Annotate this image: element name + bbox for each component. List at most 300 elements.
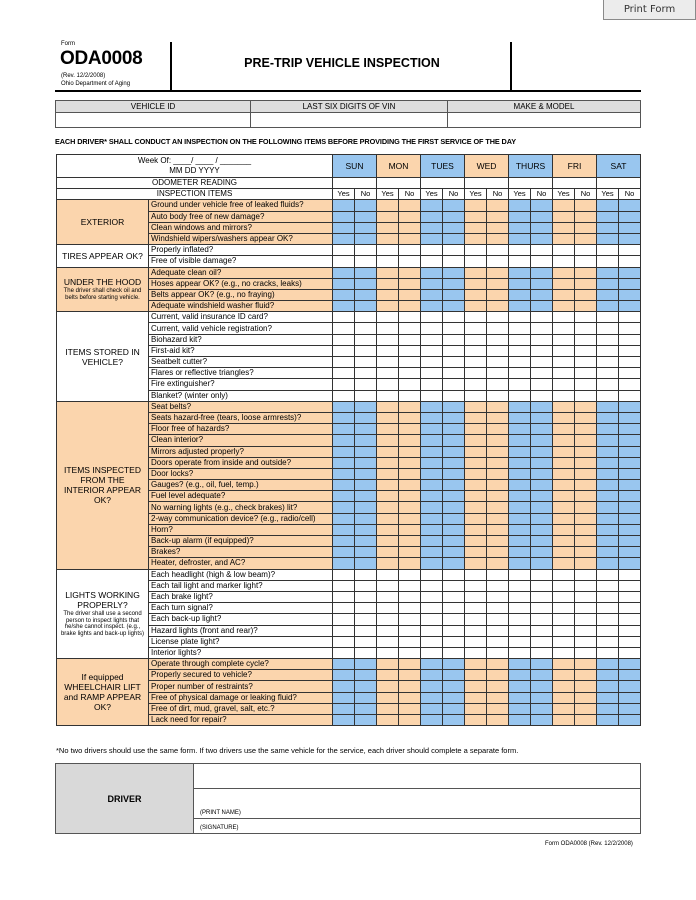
check-no-sat[interactable] (619, 256, 641, 267)
check-no-sat[interactable] (619, 491, 641, 502)
check-no-thurs[interactable] (531, 323, 553, 334)
vin-field[interactable] (251, 113, 448, 128)
check-yes-mon[interactable] (377, 513, 399, 524)
check-yes-sat[interactable] (597, 200, 619, 211)
check-yes-mon[interactable] (377, 323, 399, 334)
check-no-mon[interactable] (399, 659, 421, 670)
check-yes-fri[interactable] (553, 357, 575, 368)
check-yes-mon[interactable] (377, 536, 399, 547)
check-yes-fri[interactable] (553, 636, 575, 647)
check-yes-thurs[interactable] (509, 312, 531, 323)
check-yes-fri[interactable] (553, 536, 575, 547)
check-yes-sat[interactable] (597, 233, 619, 244)
check-no-sun[interactable] (355, 659, 377, 670)
check-no-sun[interactable] (355, 278, 377, 289)
check-yes-sat[interactable] (597, 468, 619, 479)
check-no-mon[interactable] (399, 200, 421, 211)
check-yes-wed[interactable] (465, 491, 487, 502)
check-no-sat[interactable] (619, 715, 641, 726)
check-yes-tues[interactable] (421, 289, 443, 300)
check-yes-thurs[interactable] (509, 681, 531, 692)
check-yes-wed[interactable] (465, 390, 487, 401)
check-no-thurs[interactable] (531, 256, 553, 267)
check-no-mon[interactable] (399, 233, 421, 244)
check-no-sat[interactable] (619, 502, 641, 513)
check-yes-thurs[interactable] (509, 211, 531, 222)
check-yes-wed[interactable] (465, 536, 487, 547)
check-no-fri[interactable] (575, 715, 597, 726)
check-no-mon[interactable] (399, 614, 421, 625)
check-no-wed[interactable] (487, 334, 509, 345)
check-no-sat[interactable] (619, 435, 641, 446)
check-no-thurs[interactable] (531, 390, 553, 401)
check-yes-sun[interactable] (333, 659, 355, 670)
check-no-wed[interactable] (487, 591, 509, 602)
check-yes-thurs[interactable] (509, 233, 531, 244)
check-no-tues[interactable] (443, 412, 465, 423)
check-no-wed[interactable] (487, 401, 509, 412)
check-no-sat[interactable] (619, 200, 641, 211)
check-no-fri[interactable] (575, 379, 597, 390)
check-no-sun[interactable] (355, 558, 377, 569)
check-yes-mon[interactable] (377, 502, 399, 513)
check-no-mon[interactable] (399, 547, 421, 558)
check-no-wed[interactable] (487, 457, 509, 468)
check-no-sun[interactable] (355, 368, 377, 379)
check-yes-sun[interactable] (333, 502, 355, 513)
check-no-mon[interactable] (399, 345, 421, 356)
check-no-wed[interactable] (487, 323, 509, 334)
check-no-sun[interactable] (355, 222, 377, 233)
check-no-sun[interactable] (355, 401, 377, 412)
check-yes-thurs[interactable] (509, 636, 531, 647)
check-yes-tues[interactable] (421, 457, 443, 468)
check-no-sun[interactable] (355, 379, 377, 390)
check-yes-tues[interactable] (421, 245, 443, 256)
check-no-mon[interactable] (399, 435, 421, 446)
check-no-fri[interactable] (575, 603, 597, 614)
check-no-wed[interactable] (487, 502, 509, 513)
check-no-tues[interactable] (443, 591, 465, 602)
check-yes-sat[interactable] (597, 591, 619, 602)
check-yes-fri[interactable] (553, 703, 575, 714)
check-yes-fri[interactable] (553, 569, 575, 580)
check-yes-sun[interactable] (333, 412, 355, 423)
check-yes-sat[interactable] (597, 211, 619, 222)
check-no-tues[interactable] (443, 715, 465, 726)
check-no-fri[interactable] (575, 457, 597, 468)
check-no-mon[interactable] (399, 491, 421, 502)
check-no-sun[interactable] (355, 703, 377, 714)
check-no-wed[interactable] (487, 368, 509, 379)
check-no-mon[interactable] (399, 424, 421, 435)
check-no-fri[interactable] (575, 222, 597, 233)
check-no-sat[interactable] (619, 681, 641, 692)
check-yes-sun[interactable] (333, 491, 355, 502)
check-yes-sat[interactable] (597, 390, 619, 401)
check-yes-sun[interactable] (333, 323, 355, 334)
check-no-sun[interactable] (355, 614, 377, 625)
check-yes-mon[interactable] (377, 446, 399, 457)
check-no-thurs[interactable] (531, 468, 553, 479)
check-yes-thurs[interactable] (509, 289, 531, 300)
check-yes-sat[interactable] (597, 301, 619, 312)
odometer-wed[interactable] (465, 178, 509, 189)
check-no-fri[interactable] (575, 591, 597, 602)
check-no-fri[interactable] (575, 301, 597, 312)
check-yes-mon[interactable] (377, 480, 399, 491)
check-no-mon[interactable] (399, 502, 421, 513)
check-no-fri[interactable] (575, 446, 597, 457)
check-no-wed[interactable] (487, 446, 509, 457)
check-yes-fri[interactable] (553, 289, 575, 300)
check-yes-fri[interactable] (553, 513, 575, 524)
check-no-fri[interactable] (575, 233, 597, 244)
check-yes-tues[interactable] (421, 412, 443, 423)
check-yes-wed[interactable] (465, 558, 487, 569)
check-no-fri[interactable] (575, 513, 597, 524)
check-yes-thurs[interactable] (509, 591, 531, 602)
check-no-fri[interactable] (575, 659, 597, 670)
check-yes-tues[interactable] (421, 536, 443, 547)
check-no-wed[interactable] (487, 659, 509, 670)
check-no-thurs[interactable] (531, 536, 553, 547)
check-no-mon[interactable] (399, 457, 421, 468)
check-no-mon[interactable] (399, 468, 421, 479)
check-no-tues[interactable] (443, 524, 465, 535)
check-no-mon[interactable] (399, 703, 421, 714)
check-yes-tues[interactable] (421, 636, 443, 647)
check-yes-tues[interactable] (421, 301, 443, 312)
check-no-tues[interactable] (443, 245, 465, 256)
check-no-sat[interactable] (619, 480, 641, 491)
check-no-fri[interactable] (575, 267, 597, 278)
check-no-fri[interactable] (575, 211, 597, 222)
check-yes-tues[interactable] (421, 603, 443, 614)
check-yes-mon[interactable] (377, 591, 399, 602)
check-yes-tues[interactable] (421, 312, 443, 323)
check-yes-thurs[interactable] (509, 412, 531, 423)
check-no-wed[interactable] (487, 692, 509, 703)
check-no-thurs[interactable] (531, 491, 553, 502)
check-no-mon[interactable] (399, 591, 421, 602)
check-no-fri[interactable] (575, 558, 597, 569)
check-yes-sun[interactable] (333, 256, 355, 267)
check-no-fri[interactable] (575, 480, 597, 491)
check-yes-fri[interactable] (553, 468, 575, 479)
check-yes-thurs[interactable] (509, 491, 531, 502)
odometer-thurs[interactable] (509, 178, 553, 189)
check-yes-thurs[interactable] (509, 692, 531, 703)
check-yes-mon[interactable] (377, 379, 399, 390)
check-yes-tues[interactable] (421, 502, 443, 513)
check-yes-fri[interactable] (553, 480, 575, 491)
check-no-wed[interactable] (487, 379, 509, 390)
check-no-tues[interactable] (443, 345, 465, 356)
check-yes-fri[interactable] (553, 379, 575, 390)
driver-blank-field[interactable] (194, 764, 641, 789)
check-yes-sun[interactable] (333, 334, 355, 345)
check-yes-sun[interactable] (333, 703, 355, 714)
check-yes-fri[interactable] (553, 681, 575, 692)
check-yes-thurs[interactable] (509, 569, 531, 580)
check-no-fri[interactable] (575, 569, 597, 580)
check-no-sun[interactable] (355, 502, 377, 513)
check-no-mon[interactable] (399, 289, 421, 300)
check-yes-tues[interactable] (421, 435, 443, 446)
check-yes-fri[interactable] (553, 591, 575, 602)
check-yes-tues[interactable] (421, 715, 443, 726)
check-no-sun[interactable] (355, 625, 377, 636)
odometer-sat[interactable] (597, 178, 641, 189)
check-yes-thurs[interactable] (509, 345, 531, 356)
check-no-fri[interactable] (575, 692, 597, 703)
check-yes-wed[interactable] (465, 245, 487, 256)
check-yes-mon[interactable] (377, 580, 399, 591)
check-yes-sun[interactable] (333, 569, 355, 580)
check-yes-sat[interactable] (597, 457, 619, 468)
check-no-thurs[interactable] (531, 715, 553, 726)
check-no-tues[interactable] (443, 289, 465, 300)
check-yes-mon[interactable] (377, 558, 399, 569)
check-yes-fri[interactable] (553, 267, 575, 278)
check-no-sun[interactable] (355, 267, 377, 278)
check-no-sun[interactable] (355, 245, 377, 256)
vehicle-id-field[interactable] (56, 113, 251, 128)
check-no-sat[interactable] (619, 379, 641, 390)
check-no-wed[interactable] (487, 412, 509, 423)
check-yes-fri[interactable] (553, 659, 575, 670)
check-no-wed[interactable] (487, 480, 509, 491)
check-yes-fri[interactable] (553, 211, 575, 222)
check-no-sun[interactable] (355, 323, 377, 334)
check-no-tues[interactable] (443, 424, 465, 435)
check-yes-fri[interactable] (553, 390, 575, 401)
check-no-sun[interactable] (355, 211, 377, 222)
check-no-sat[interactable] (619, 334, 641, 345)
check-no-wed[interactable] (487, 435, 509, 446)
check-yes-tues[interactable] (421, 401, 443, 412)
check-no-sat[interactable] (619, 301, 641, 312)
check-yes-sat[interactable] (597, 379, 619, 390)
check-no-wed[interactable] (487, 558, 509, 569)
check-no-mon[interactable] (399, 647, 421, 658)
check-yes-mon[interactable] (377, 278, 399, 289)
check-yes-thurs[interactable] (509, 703, 531, 714)
check-no-sat[interactable] (619, 580, 641, 591)
check-no-sun[interactable] (355, 446, 377, 457)
check-yes-thurs[interactable] (509, 323, 531, 334)
check-yes-mon[interactable] (377, 703, 399, 714)
check-no-tues[interactable] (443, 659, 465, 670)
check-yes-sat[interactable] (597, 345, 619, 356)
check-no-mon[interactable] (399, 390, 421, 401)
check-yes-sun[interactable] (333, 278, 355, 289)
check-yes-mon[interactable] (377, 211, 399, 222)
check-no-sat[interactable] (619, 357, 641, 368)
check-yes-thurs[interactable] (509, 457, 531, 468)
check-yes-thurs[interactable] (509, 580, 531, 591)
check-no-wed[interactable] (487, 703, 509, 714)
check-no-mon[interactable] (399, 636, 421, 647)
check-yes-thurs[interactable] (509, 390, 531, 401)
check-no-mon[interactable] (399, 278, 421, 289)
check-no-fri[interactable] (575, 278, 597, 289)
check-yes-sun[interactable] (333, 681, 355, 692)
check-yes-sat[interactable] (597, 435, 619, 446)
check-yes-fri[interactable] (553, 412, 575, 423)
check-no-fri[interactable] (575, 536, 597, 547)
check-yes-tues[interactable] (421, 200, 443, 211)
check-no-mon[interactable] (399, 368, 421, 379)
check-yes-mon[interactable] (377, 412, 399, 423)
check-no-sun[interactable] (355, 412, 377, 423)
check-yes-tues[interactable] (421, 480, 443, 491)
check-yes-sun[interactable] (333, 267, 355, 278)
check-yes-fri[interactable] (553, 435, 575, 446)
check-no-fri[interactable] (575, 580, 597, 591)
check-no-sun[interactable] (355, 670, 377, 681)
check-yes-thurs[interactable] (509, 647, 531, 658)
check-no-thurs[interactable] (531, 614, 553, 625)
check-yes-mon[interactable] (377, 625, 399, 636)
check-no-sat[interactable] (619, 547, 641, 558)
check-no-sat[interactable] (619, 614, 641, 625)
check-no-sat[interactable] (619, 524, 641, 535)
check-no-thurs[interactable] (531, 636, 553, 647)
check-no-wed[interactable] (487, 715, 509, 726)
check-no-tues[interactable] (443, 278, 465, 289)
check-yes-wed[interactable] (465, 659, 487, 670)
check-yes-mon[interactable] (377, 569, 399, 580)
check-yes-sun[interactable] (333, 636, 355, 647)
check-no-mon[interactable] (399, 625, 421, 636)
check-yes-wed[interactable] (465, 681, 487, 692)
check-no-wed[interactable] (487, 301, 509, 312)
check-no-sun[interactable] (355, 647, 377, 658)
check-no-mon[interactable] (399, 670, 421, 681)
check-yes-thurs[interactable] (509, 603, 531, 614)
check-no-thurs[interactable] (531, 379, 553, 390)
check-yes-sun[interactable] (333, 614, 355, 625)
check-yes-sat[interactable] (597, 267, 619, 278)
check-yes-wed[interactable] (465, 289, 487, 300)
check-no-fri[interactable] (575, 289, 597, 300)
check-yes-tues[interactable] (421, 368, 443, 379)
check-no-wed[interactable] (487, 468, 509, 479)
check-yes-mon[interactable] (377, 368, 399, 379)
check-yes-sat[interactable] (597, 614, 619, 625)
check-no-thurs[interactable] (531, 368, 553, 379)
check-no-thurs[interactable] (531, 625, 553, 636)
check-yes-thurs[interactable] (509, 547, 531, 558)
check-no-mon[interactable] (399, 681, 421, 692)
check-yes-sun[interactable] (333, 390, 355, 401)
check-yes-wed[interactable] (465, 468, 487, 479)
check-no-sat[interactable] (619, 569, 641, 580)
check-yes-tues[interactable] (421, 222, 443, 233)
check-yes-sun[interactable] (333, 401, 355, 412)
check-no-wed[interactable] (487, 233, 509, 244)
check-yes-sun[interactable] (333, 457, 355, 468)
check-no-thurs[interactable] (531, 547, 553, 558)
check-no-tues[interactable] (443, 603, 465, 614)
check-yes-sun[interactable] (333, 692, 355, 703)
check-no-fri[interactable] (575, 502, 597, 513)
check-no-sun[interactable] (355, 390, 377, 401)
check-no-mon[interactable] (399, 558, 421, 569)
check-no-sat[interactable] (619, 670, 641, 681)
check-no-thurs[interactable] (531, 524, 553, 535)
check-yes-sat[interactable] (597, 446, 619, 457)
check-no-mon[interactable] (399, 211, 421, 222)
print-name-field[interactable] (194, 789, 641, 819)
check-no-wed[interactable] (487, 424, 509, 435)
check-no-thurs[interactable] (531, 312, 553, 323)
check-no-thurs[interactable] (531, 580, 553, 591)
check-yes-fri[interactable] (553, 312, 575, 323)
check-yes-tues[interactable] (421, 703, 443, 714)
check-no-sun[interactable] (355, 357, 377, 368)
odometer-sun[interactable] (333, 178, 377, 189)
check-no-sat[interactable] (619, 636, 641, 647)
check-no-tues[interactable] (443, 558, 465, 569)
check-no-wed[interactable] (487, 580, 509, 591)
check-yes-wed[interactable] (465, 524, 487, 535)
check-yes-wed[interactable] (465, 357, 487, 368)
check-yes-tues[interactable] (421, 390, 443, 401)
check-no-mon[interactable] (399, 334, 421, 345)
check-no-sun[interactable] (355, 480, 377, 491)
check-no-thurs[interactable] (531, 457, 553, 468)
check-no-mon[interactable] (399, 524, 421, 535)
check-yes-wed[interactable] (465, 513, 487, 524)
check-yes-sat[interactable] (597, 289, 619, 300)
check-no-thurs[interactable] (531, 412, 553, 423)
check-yes-sun[interactable] (333, 513, 355, 524)
check-no-fri[interactable] (575, 256, 597, 267)
check-yes-wed[interactable] (465, 670, 487, 681)
check-no-fri[interactable] (575, 614, 597, 625)
check-no-tues[interactable] (443, 379, 465, 390)
check-yes-mon[interactable] (377, 670, 399, 681)
check-yes-tues[interactable] (421, 211, 443, 222)
signature-field[interactable] (194, 819, 641, 834)
check-no-thurs[interactable] (531, 513, 553, 524)
check-no-thurs[interactable] (531, 692, 553, 703)
check-yes-wed[interactable] (465, 267, 487, 278)
check-yes-mon[interactable] (377, 289, 399, 300)
check-no-mon[interactable] (399, 357, 421, 368)
check-yes-wed[interactable] (465, 323, 487, 334)
check-no-wed[interactable] (487, 670, 509, 681)
make-model-field[interactable] (448, 113, 641, 128)
check-yes-sun[interactable] (333, 625, 355, 636)
check-yes-thurs[interactable] (509, 267, 531, 278)
check-no-sat[interactable] (619, 424, 641, 435)
check-yes-fri[interactable] (553, 278, 575, 289)
check-yes-mon[interactable] (377, 401, 399, 412)
check-no-mon[interactable] (399, 446, 421, 457)
check-yes-wed[interactable] (465, 692, 487, 703)
check-no-wed[interactable] (487, 614, 509, 625)
check-no-thurs[interactable] (531, 289, 553, 300)
check-yes-wed[interactable] (465, 625, 487, 636)
check-no-tues[interactable] (443, 211, 465, 222)
print-form-button[interactable]: Print Form (603, 0, 696, 20)
check-yes-wed[interactable] (465, 715, 487, 726)
check-yes-sat[interactable] (597, 625, 619, 636)
